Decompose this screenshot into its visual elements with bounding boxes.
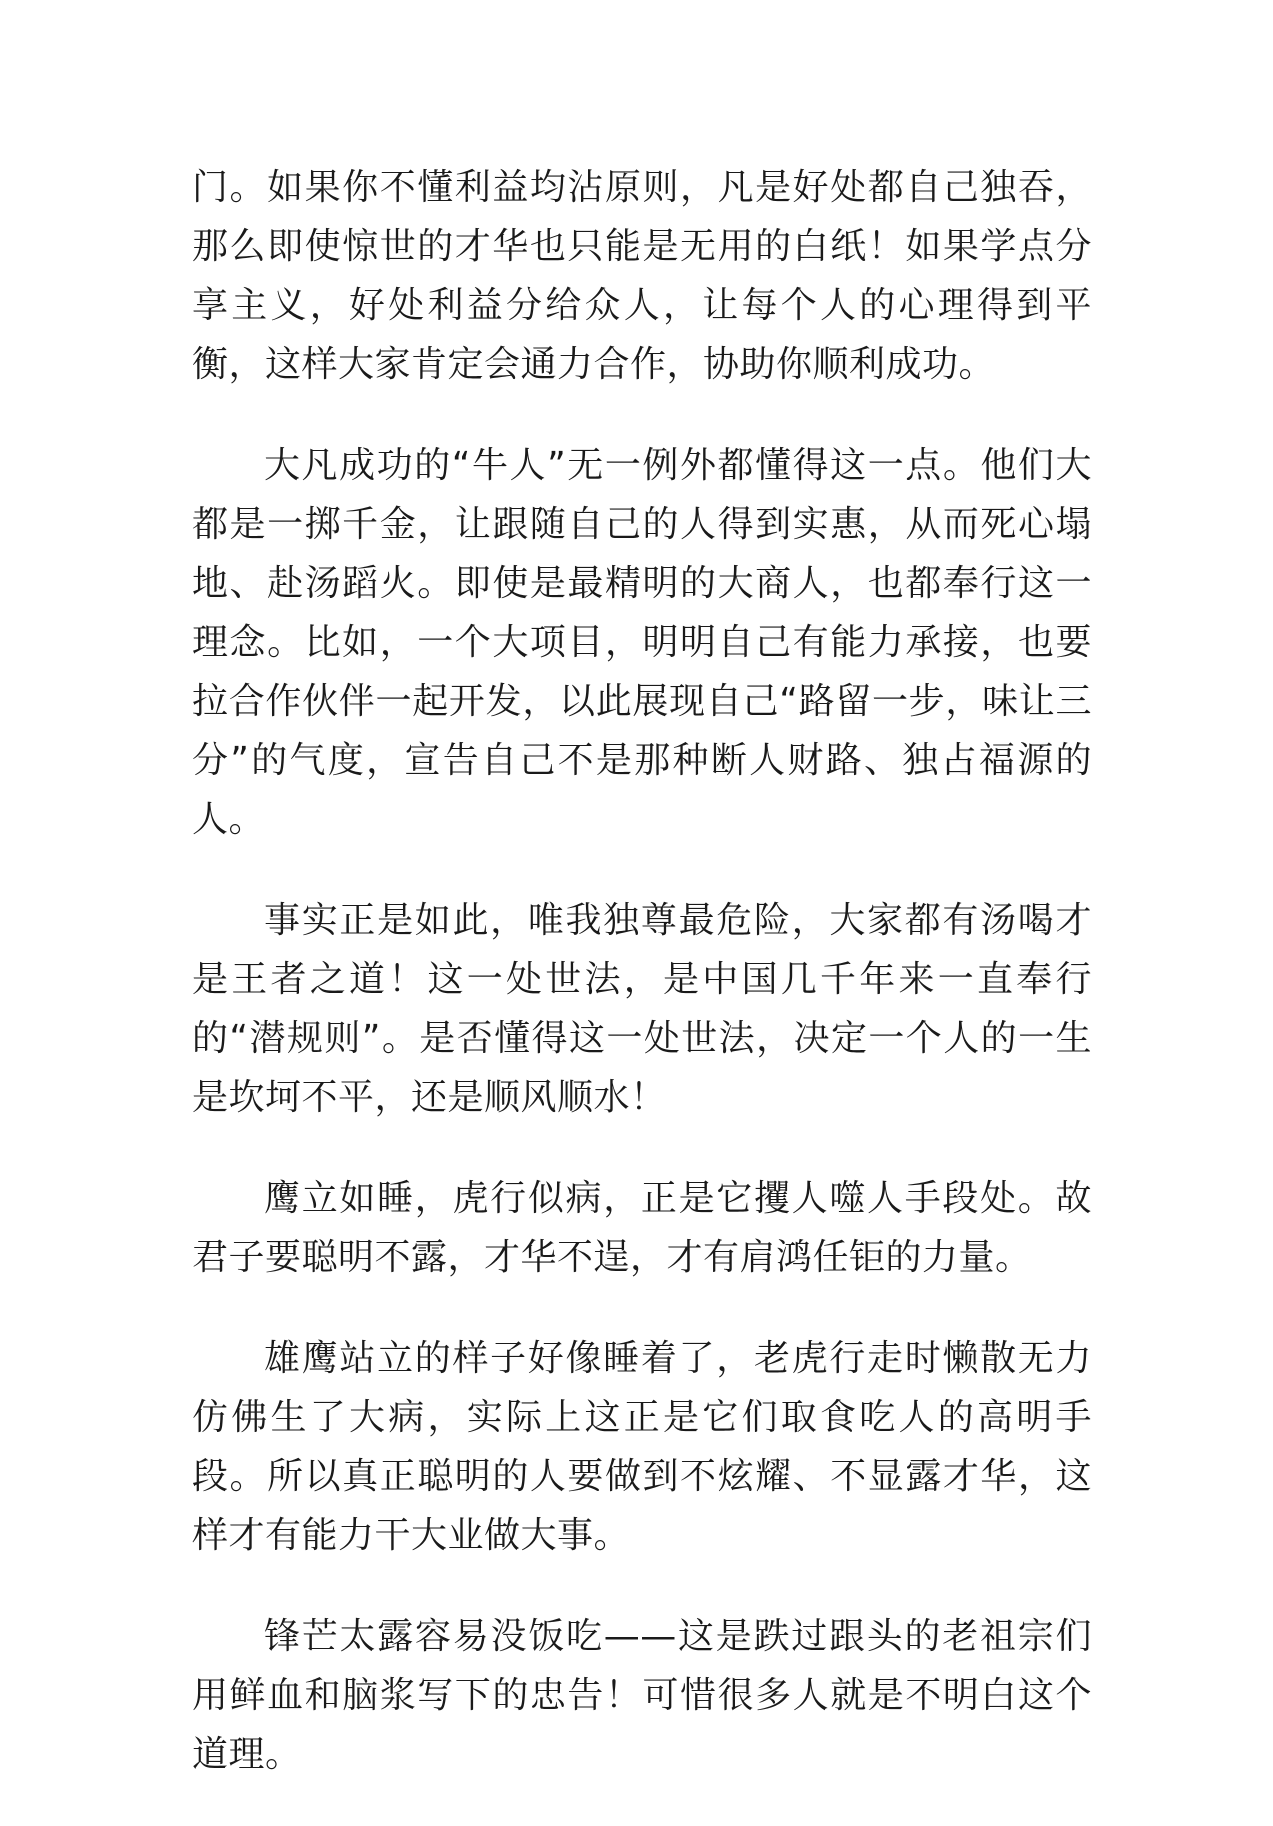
document-body [192,158,1092,1826]
paragraph-4: 鹰立如睡，虎行似病，正是它攫人噬人手段处。故君子要聪明不露，才华不逞，才有肩鸿任钜的力量。 [192,1178,1092,1278]
paragraph-3: 事实正是如此，唯我独尊最危险，大家都有汤喝才是王者之道！这一处世法，是中国几千年来一直奉行的“潜规则”。是否懂得这一处世法，决定一个人的一生是坎坷不平，还是顺风顺水！ [192,900,1092,1118]
paragraph-5: 雄鹰站立的样子好像睡着了，老虎行走时懒散无力仿佛生了大病，实际上这正是它们取食吃人的高明手段。所以真正聪明的人要做到不炫耀、不显露才华，这样才有能力干大业做大事。 [192,1338,1092,1556]
paragraph-6: 锋芒太露容易没饭吃——这是跌过跟头的老祖宗们用鲜血和脑浆写下的忠告！可惜很多人就是不明白这个道理。 [192,1616,1092,1775]
paragraph-2: 大凡成功的“牛人”无一例外都懂得这一点。他们大都是一掷千金，让跟随自己的人得到实惠，从而死心塌地、赴汤蹈火。即使是最精明的大商人，也都奉行这一理念。比如，一个大项目，明明自己有能力承接，也要拉合作伙伴一起开发，以此展现自己“路留一步，味让三分”的气度，宣告自己不是那种断人财路、独占福源的人。 [192,445,1092,840]
paragraph-1: 门。如果你不懂利益均沾原则，凡是好处都自己独吞，那么即使惊世的才华也只能是无用的白纸！如果学点分享主义，好处利益分给众人，让每个人的心理得到平衡，这样大家肯定会通力合作，协助你顺利成功。 [192,167,1092,385]
